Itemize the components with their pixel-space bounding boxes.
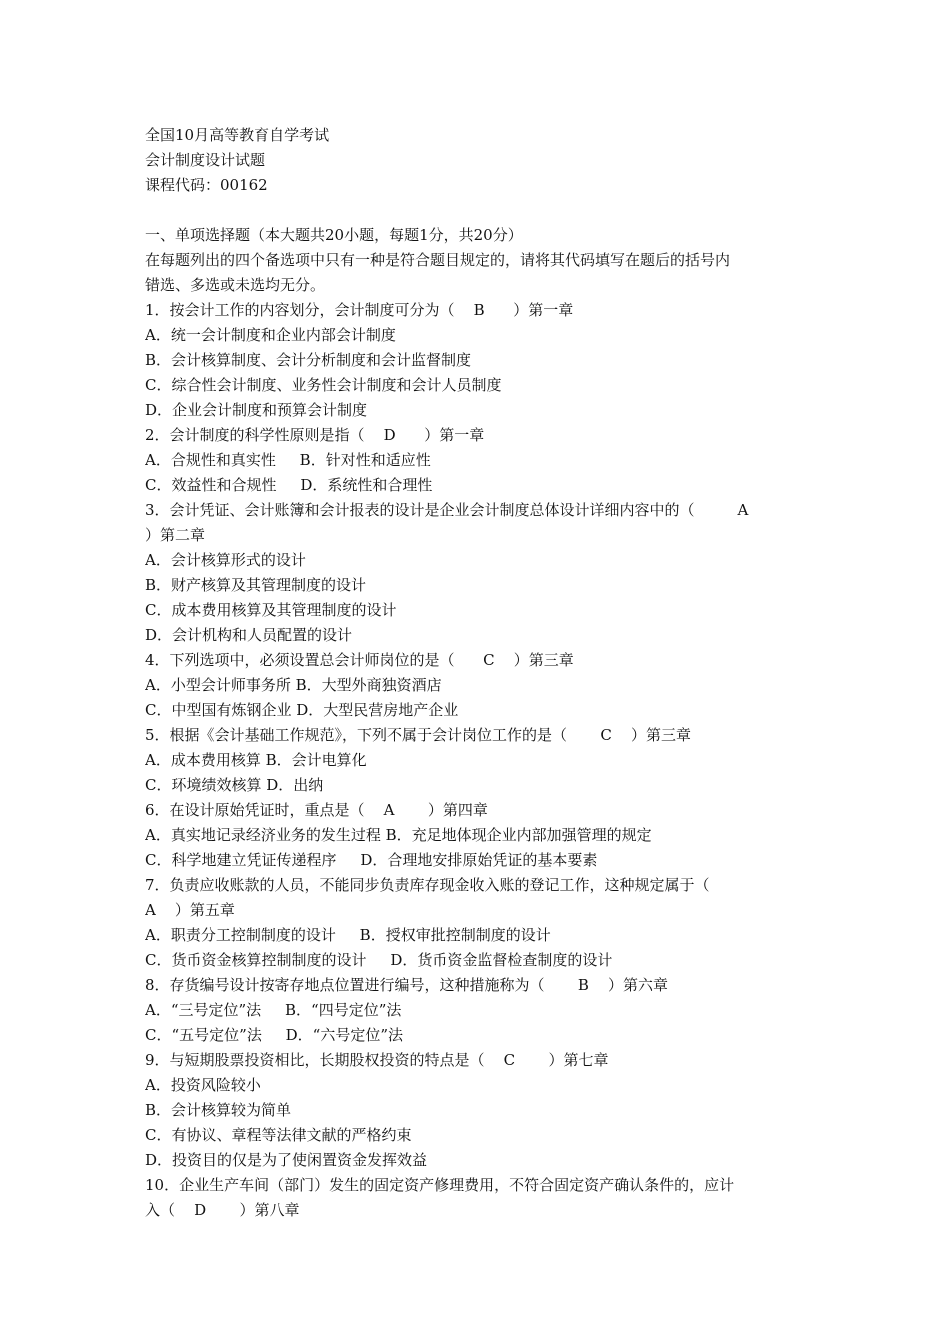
question-line: C．科学地建立凭证传递程序 D．合理地安排原始凭证的基本要素 [145,851,598,869]
section-heading: 一、单项选择题（本大题共20小题，每题1分，共20分） [145,226,523,244]
question-line: B．会计核算较为简单 [145,1101,292,1119]
section-instruction: 在每题列出的四个备选项中只有一种是符合题目规定的，请将其代码填写在题后的括号内 [145,251,731,269]
exam-title: 全国10月高等教育自学考试 [145,126,330,144]
question-line: C．货币资金核算控制制度的设计 D．货币资金监督检查制度的设计 [145,951,613,969]
question-line: 2．会计制度的科学性原则是指（ D ）第一章 [145,426,485,444]
question-line: C．综合性会计制度、业务性会计制度和会计人员制度 [145,376,502,394]
question-line: A．成本费用核算 B．会计电算化 [145,751,367,769]
subject-title: 会计制度设计试题 [145,151,266,169]
question-line: C．“五号定位”法 D．“六号定位”法 [145,1026,404,1044]
question-line: C．效益性和合规性 D．系统性和合理性 [145,476,433,494]
question-line: 3．会计凭证、会计账簿和会计报表的设计是企业会计制度总体设计详细内容中的（ A [145,501,749,519]
question-line: B．财产核算及其管理制度的设计 [145,576,367,594]
question-line: D．投资目的仅是为了使闲置资金发挥效益 [145,1151,428,1169]
question-line: D．会计机构和人员配置的设计 [145,626,353,644]
question-line: 7．负责应收账款的人员，不能同步负责库存现金收入账的登记工作，这种规定属于（ [145,876,710,894]
question-line: A．投资风险较小 [145,1076,261,1094]
question-line: 10．企业生产车间（部门）发生的固定资产修理费用，不符合固定资产确认条件的，应计 [145,1176,735,1194]
question-line: ）第二章 [145,526,206,544]
section-instruction: 错选、多选或未选均无分。 [145,276,326,294]
question-line: A．“三号定位”法 B．“四号定位”法 [145,1001,402,1019]
question-line: 5．根据《会计基础工作规范》，下列不属于会计岗位工作的是（ C ）第三章 [145,726,691,744]
question-line: A．真实地记录经济业务的发生过程 B．充足地体现企业内部加强管理的规定 [145,826,652,844]
question-line: A．统一会计制度和企业内部会计制度 [145,326,396,344]
course-code: 课程代码：00162 [145,176,268,194]
question-line: A．会计核算形式的设计 [145,551,306,569]
question-line: A．小型会计师事务所 B．大型外商独资酒店 [145,676,442,694]
question-line: C．有协议、章程等法律文献的严格约束 [145,1126,412,1144]
question-line: 9．与短期股票投资相比，长期股权投资的特点是（ C ）第七章 [145,1051,609,1069]
question-line: 8．存货编号设计按寄存地点位置进行编号，这种措施称为（ B ）第六章 [145,976,669,994]
question-line: 4．下列选项中，必须设置总会计师岗位的是（ C ）第三章 [145,651,574,669]
question-line: A．合规性和真实性 B．针对性和适应性 [145,451,431,469]
question-line: 1．按会计工作的内容划分，会计制度可分为（ B ）第一章 [145,301,574,319]
question-line: 6．在设计原始凭证时，重点是（ A ）第四章 [145,801,488,819]
question-line: 入（ D ）第八章 [145,1201,300,1219]
question-line: B．会计核算制度、会计分析制度和会计监督制度 [145,351,472,369]
question-line: C．成本费用核算及其管理制度的设计 [145,601,397,619]
question-line: D．企业会计制度和预算会计制度 [145,401,368,419]
question-line: C．环境绩效核算 D．出纳 [145,776,324,794]
question-line: C．中型国有炼钢企业 D．大型民营房地产企业 [145,701,459,719]
question-line: A ）第五章 [145,901,235,919]
question-line: A．职责分工控制制度的设计 B．授权审批控制制度的设计 [145,926,551,944]
